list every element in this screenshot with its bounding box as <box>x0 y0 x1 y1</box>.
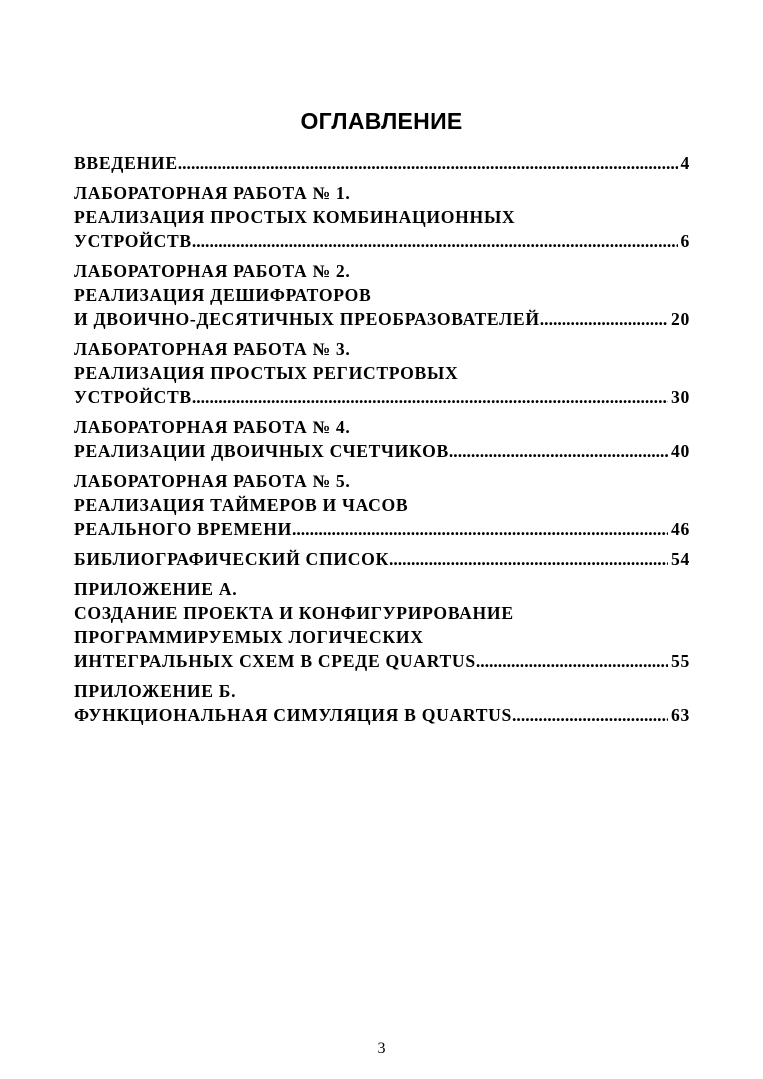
toc-entry-title: ФУНКЦИОНАЛЬНАЯ СИМУЛЯЦИЯ В QUARTUS <box>74 705 513 725</box>
toc-entry-line: ЛАБОРАТОРНАЯ РАБОТА № 1. <box>74 183 351 203</box>
toc-entry-last-line <box>74 703 690 727</box>
dot-leader <box>292 517 668 541</box>
toc-entry-last-line <box>74 547 690 571</box>
toc-entry-line: ЛАБОРАТОРНАЯ РАБОТА № 5. <box>74 471 351 491</box>
toc-entry-last-line <box>74 517 690 541</box>
page-number: 3 <box>377 1040 386 1057</box>
toc-entry-last-line <box>74 307 690 331</box>
dot-leader <box>192 385 668 409</box>
dot-leader <box>512 703 668 727</box>
toc-entry <box>74 259 690 331</box>
toc-entry-title: И ДВОИЧНО-ДЕСЯТИЧНЫХ ПРЕОБРАЗОВАТЕЛЕЙ <box>74 309 540 329</box>
toc-entry-last-line <box>74 229 690 253</box>
toc-entry <box>74 337 690 409</box>
toc-entry-last-line <box>74 649 690 673</box>
toc-entry-title: ВВЕДЕНИЕ <box>74 153 178 173</box>
toc-entry-line: ЛАБОРАТОРНАЯ РАБОТА № 2. <box>74 261 351 281</box>
toc-entry <box>74 577 690 673</box>
toc-entry-title: УСТРОЙСТВ <box>74 231 192 251</box>
toc-entry-page: 20 <box>671 309 690 329</box>
dot-leader <box>192 229 678 253</box>
toc-entry-line: ПРОГРАММИРУЕМЫХ ЛОГИЧЕСКИХ <box>74 627 424 647</box>
toc-entry-last-line <box>74 385 690 409</box>
toc-entry-title: УСТРОЙСТВ <box>74 387 192 407</box>
toc-entry-line: ПРИЛОЖЕНИЕ А. <box>74 579 238 599</box>
toc-entry <box>74 469 690 541</box>
dot-leader <box>540 307 668 331</box>
toc-entry-page: 63 <box>671 705 690 725</box>
toc-entry-page: 54 <box>671 549 690 569</box>
toc-entry <box>74 679 690 727</box>
toc-entry-page: 4 <box>680 153 690 173</box>
toc-entry-last-line <box>74 151 690 175</box>
toc-entry-line: ЛАБОРАТОРНАЯ РАБОТА № 3. <box>74 339 351 359</box>
toc-entry <box>74 547 690 571</box>
toc-entry-page: 46 <box>671 519 690 539</box>
toc-entry-line: ПРИЛОЖЕНИЕ Б. <box>74 681 237 701</box>
toc-entry-line: РЕАЛИЗАЦИЯ ПРОСТЫХ РЕГИСТРОВЫХ <box>74 363 459 383</box>
toc-entry-page: 55 <box>671 651 690 671</box>
toc-entry-title: ИНТЕГРАЛЬНЫХ СХЕМ В СРЕДЕ QUARTUS <box>74 651 476 671</box>
toc-entry-page: 6 <box>680 231 690 251</box>
dot-leader <box>476 649 668 673</box>
toc-entry-title: РЕАЛЬНОГО ВРЕМЕНИ <box>74 519 292 539</box>
toc-entry <box>74 151 690 175</box>
table-of-contents <box>74 151 690 733</box>
toc-entry-title: БИБЛИОГРАФИЧЕСКИЙ СПИСОК <box>74 549 389 569</box>
toc-entry-line: СОЗДАНИЕ ПРОЕКТА И КОНФИГУРИРОВАНИЕ <box>74 603 514 623</box>
toc-entry-page: 30 <box>671 387 690 407</box>
toc-entry-line: ЛАБОРАТОРНАЯ РАБОТА № 4. <box>74 417 351 437</box>
toc-title: ОГЛАВЛЕНИЕ <box>300 108 463 134</box>
dot-leader <box>389 547 668 571</box>
toc-entry <box>74 415 690 463</box>
toc-entry-line: РЕАЛИЗАЦИЯ ПРОСТЫХ КОМБИНАЦИОННЫХ <box>74 207 516 227</box>
toc-entry-last-line <box>74 439 690 463</box>
toc-entry <box>74 181 690 253</box>
toc-entry-line: РЕАЛИЗАЦИЯ ДЕШИФРАТОРОВ <box>74 285 372 305</box>
dot-leader <box>178 151 678 175</box>
dot-leader <box>449 439 668 463</box>
toc-entry-title: РЕАЛИЗАЦИИ ДВОИЧНЫХ СЧЕТЧИКОВ <box>74 441 449 461</box>
toc-entry-line: РЕАЛИЗАЦИЯ ТАЙМЕРОВ И ЧАСОВ <box>74 495 409 515</box>
toc-entry-page: 40 <box>671 441 690 461</box>
